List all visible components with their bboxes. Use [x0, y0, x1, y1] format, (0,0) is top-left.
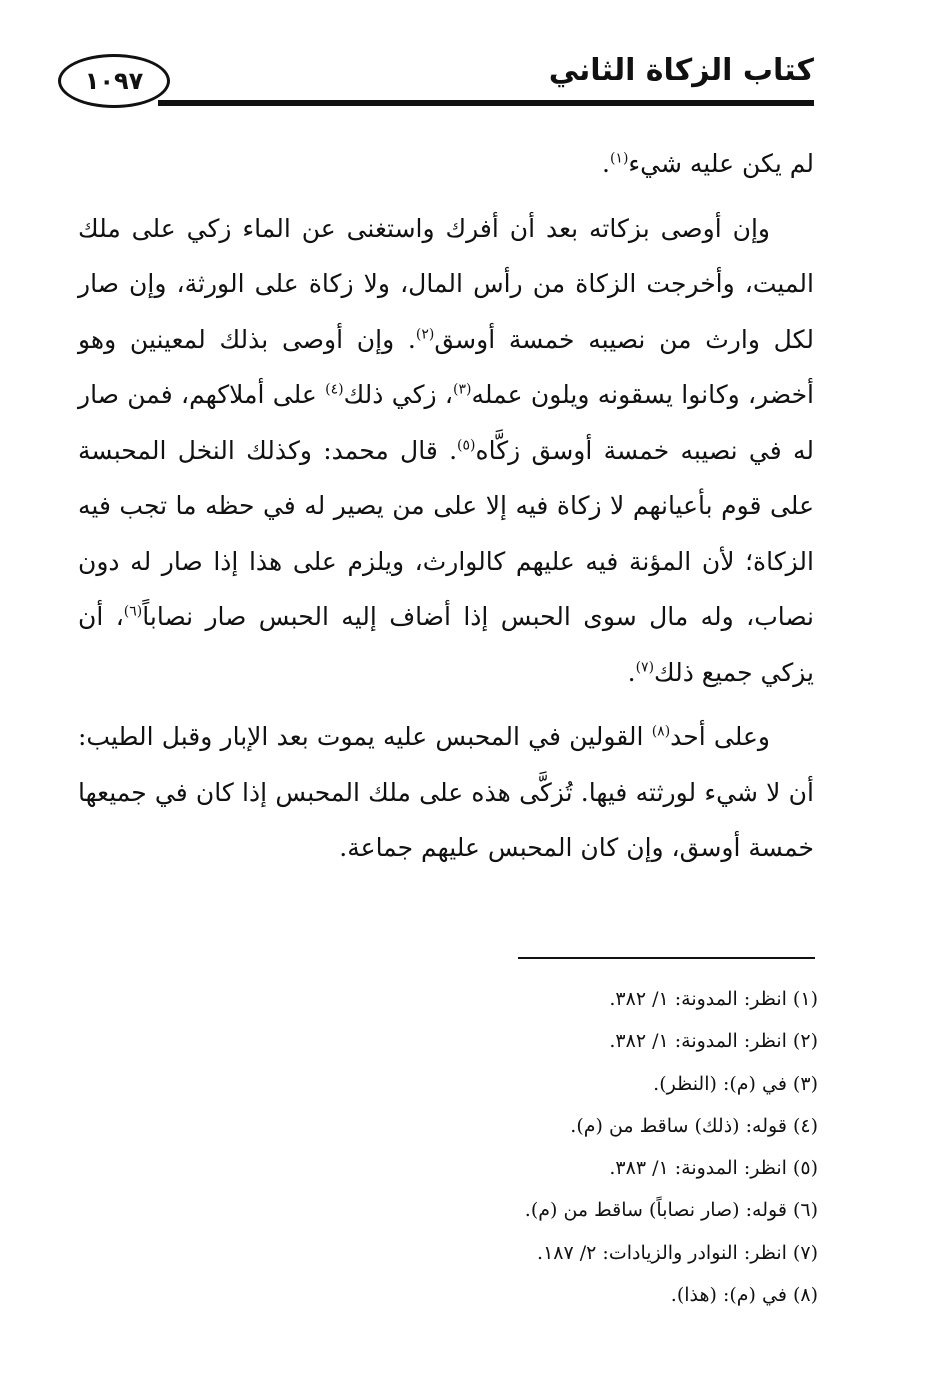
footnote-ref-4: (٤) [325, 381, 344, 398]
footnote-ref-3: (٣) [453, 381, 472, 398]
text-segment: وعلى أحد [670, 722, 770, 751]
text-segment: . [627, 657, 636, 687]
page-number: ١٠٩٧ [84, 67, 144, 95]
book-title: كتاب الزكاة الثاني [548, 53, 814, 88]
footnote-1: (١) انظر: المدونة: ١/ ٣٨٢. [609, 988, 818, 1010]
text-segment: . [602, 149, 610, 178]
footnote-8: (٨) في (م): (هذا). [670, 1284, 818, 1307]
text-segment: . وإن أوصى بذلك لمعينين وهو أخضر، وكانوا يسقونه ويلون عمله [78, 324, 814, 409]
text-segment: القولين في المحبس عليه يموت بعد الإبار وقبل الطيب: أن لا شيء لورثته فيها. تُزكَّى هذه على ملك المحبس إذا كان في جميعها خمسة أوسق، وإن كان المحبس عليهم جماعة. [78, 722, 814, 862]
footnote-ref-5: (٥) [457, 437, 476, 454]
paragraph-1 [78, 136, 814, 192]
footnote-7: (٧) انظر: النوادر والزيادات: ٢/ ١٨٧. [537, 1241, 818, 1264]
footnote-3: (٣) في (م): (النظر). [653, 1072, 818, 1095]
page-header [58, 46, 814, 116]
footnote-ref-7: (٧) [635, 659, 655, 676]
footnote-separator [518, 957, 815, 959]
text-segment: لم يكن عليه شيء [628, 149, 814, 178]
text-segment: وإن أوصى بزكاته بعد أن أفرك واستغنى عن الماء زكي على ملك الميت، وأخرجت الزكاة من رأس المال، ولا زكاة على الورثة، وإن صار لكل وارث من نصيبه خمسة أوسق [78, 213, 815, 354]
footnotes [318, 978, 818, 1316]
footnote-ref-6: (٦) [123, 603, 143, 620]
footnote-ref-2: (٢) [415, 326, 435, 343]
header-rule [158, 100, 814, 106]
text-segment: على أملاكهم، فمن صار له في نصيبه خمسة أوسق زكَّاه [78, 380, 815, 465]
footnote-ref-8: (٨) [651, 723, 671, 740]
footnote-ref-1: (١) [609, 150, 629, 167]
paragraph-2 [78, 201, 814, 701]
page-number-badge [58, 54, 170, 108]
paragraph-3 [78, 709, 814, 876]
main-text [78, 136, 814, 885]
text-segment: ، زكي ذلك [343, 380, 453, 409]
footnote-6: (٦) قوله: (صار نصاباً) ساقط من (م). [524, 1199, 818, 1222]
text-segment: ، أن يزكي جميع ذلك [78, 602, 814, 687]
footnote-4: (٤) قوله: (ذلك) ساقط من (م). [570, 1114, 818, 1137]
text-segment: . قال محمد: وكذلك النخل المحبسة على قوم بأعيانهم لا زكاة فيه إلا على من يصير له في حظه ما تجب فيه الزكاة؛ لأن المؤنة فيه عليهم كالوارث، ويلزم على هذا إذا صار له دون نصاب، وله مال سوى الحبس إذا أضاف إليه الحبس صار نصاباً [78, 435, 814, 631]
footnote-2: (٢) انظر: المدونة: ١/ ٣٨٢. [609, 1030, 818, 1053]
footnote-5: (٥) انظر: المدونة: ١/ ٣٨٣. [609, 1157, 818, 1180]
